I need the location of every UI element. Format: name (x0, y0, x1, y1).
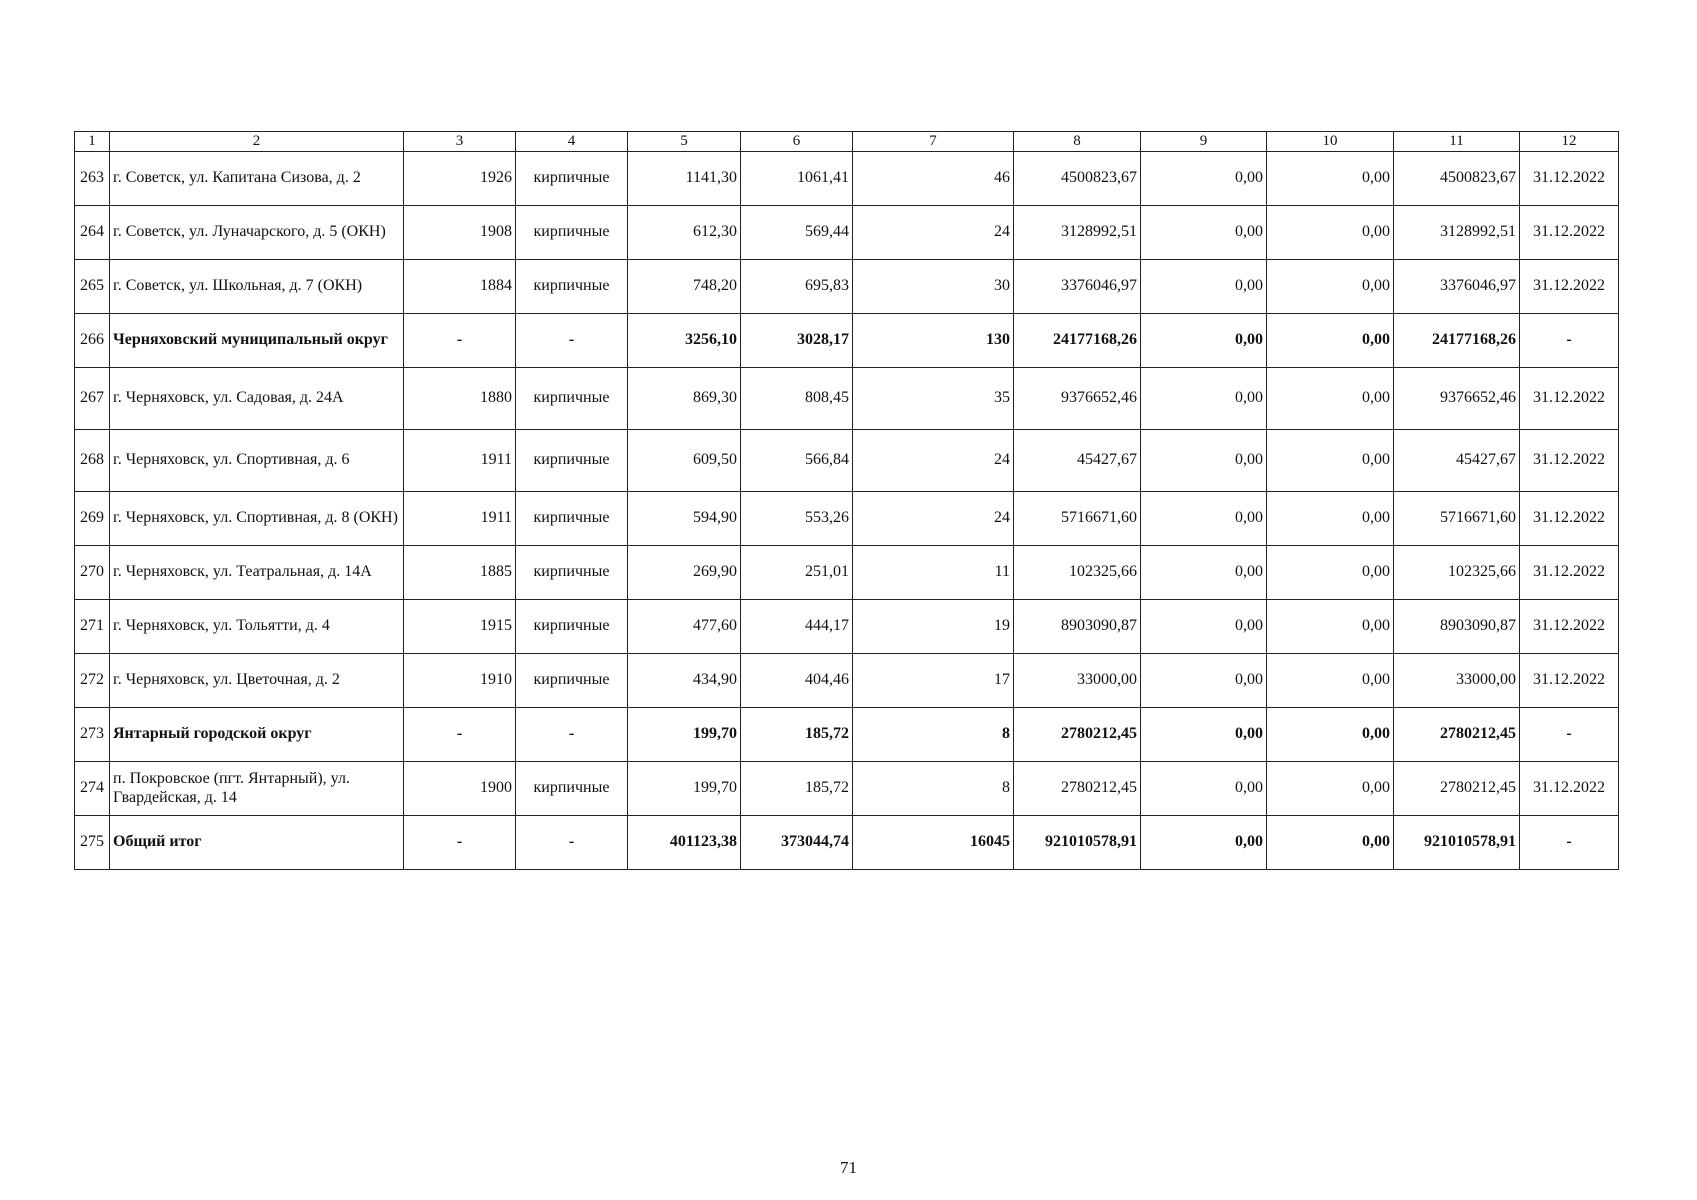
row-number: 275 (75, 816, 110, 870)
col5-cell: 477,60 (628, 600, 741, 654)
material-cell: - (516, 314, 628, 368)
col5-cell: 401123,38 (628, 816, 741, 870)
column-number: 7 (853, 132, 1014, 152)
col9-cell: 0,00 (1141, 152, 1267, 206)
col6-cell: 3028,17 (741, 314, 853, 368)
table-row (75, 762, 1619, 816)
material-cell: кирпичные (516, 430, 628, 492)
col9-cell: 0,00 (1141, 600, 1267, 654)
col11-cell: 3376046,97 (1394, 260, 1520, 314)
col5-cell: 199,70 (628, 708, 741, 762)
col10-cell: 0,00 (1267, 708, 1394, 762)
col11-cell: 921010578,91 (1394, 816, 1520, 870)
column-number: 5 (628, 132, 741, 152)
col9-cell: 0,00 (1141, 260, 1267, 314)
column-number: 10 (1267, 132, 1394, 152)
material-cell: кирпичные (516, 206, 628, 260)
address-cell: г. Советск, ул. Школьная, д. 7 (ОКН) (110, 260, 404, 314)
col11-cell: 2780212,45 (1394, 708, 1520, 762)
col10-cell: 0,00 (1267, 546, 1394, 600)
col10-cell: 0,00 (1267, 368, 1394, 430)
row-number: 274 (75, 762, 110, 816)
column-number: 6 (741, 132, 853, 152)
material-cell: кирпичные (516, 368, 628, 430)
date-cell: 31.12.2022 (1520, 546, 1619, 600)
date-cell: 31.12.2022 (1520, 762, 1619, 816)
col7-cell: 46 (853, 152, 1014, 206)
page-number: 71 (840, 1158, 857, 1177)
date-cell: 31.12.2022 (1520, 600, 1619, 654)
row-number: 263 (75, 152, 110, 206)
col8-cell: 5716671,60 (1014, 492, 1141, 546)
address-cell: г. Черняховск, ул. Спортивная, д. 8 (ОКН) (110, 492, 404, 546)
row-number: 273 (75, 708, 110, 762)
col6-cell: 695,83 (741, 260, 853, 314)
year-cell: 1908 (404, 206, 516, 260)
year-cell: 1900 (404, 762, 516, 816)
col6-cell: 185,72 (741, 708, 853, 762)
material-cell: кирпичные (516, 492, 628, 546)
date-cell: 31.12.2022 (1520, 260, 1619, 314)
col11-cell: 5716671,60 (1394, 492, 1520, 546)
row-number: 270 (75, 546, 110, 600)
date-cell: 31.12.2022 (1520, 492, 1619, 546)
col7-cell: 24 (853, 206, 1014, 260)
col7-cell: 24 (853, 430, 1014, 492)
col10-cell: 0,00 (1267, 260, 1394, 314)
col11-cell: 4500823,67 (1394, 152, 1520, 206)
col5-cell: 594,90 (628, 492, 741, 546)
col8-cell: 921010578,91 (1014, 816, 1141, 870)
col6-cell: 185,72 (741, 762, 853, 816)
col6-cell: 251,01 (741, 546, 853, 600)
col7-cell: 35 (853, 368, 1014, 430)
col9-cell: 0,00 (1141, 762, 1267, 816)
col9-cell: 0,00 (1141, 206, 1267, 260)
table-row (75, 492, 1619, 546)
district-name-cell: Черняховский муниципальный округ (110, 314, 404, 368)
year-cell: 1915 (404, 600, 516, 654)
col6-cell: 444,17 (741, 600, 853, 654)
address-cell: г. Советск, ул. Луначарского, д. 5 (ОКН) (110, 206, 404, 260)
date-cell: - (1520, 708, 1619, 762)
col6-cell: 373044,74 (741, 816, 853, 870)
col6-cell: 566,84 (741, 430, 853, 492)
material-cell: кирпичные (516, 152, 628, 206)
col11-cell: 2780212,45 (1394, 762, 1520, 816)
col8-cell: 24177168,26 (1014, 314, 1141, 368)
column-number: 8 (1014, 132, 1141, 152)
col8-cell: 102325,66 (1014, 546, 1141, 600)
col7-cell: 8 (853, 762, 1014, 816)
col9-cell: 0,00 (1141, 492, 1267, 546)
col10-cell: 0,00 (1267, 492, 1394, 546)
material-cell: кирпичные (516, 762, 628, 816)
table-row (75, 152, 1619, 206)
row-number: 266 (75, 314, 110, 368)
address-cell: г. Советск, ул. Капитана Сизова, д. 2 (110, 152, 404, 206)
col5-cell: 612,30 (628, 206, 741, 260)
col8-cell: 2780212,45 (1014, 708, 1141, 762)
col11-cell: 102325,66 (1394, 546, 1520, 600)
table-row (75, 260, 1619, 314)
col11-cell: 8903090,87 (1394, 600, 1520, 654)
col5-cell: 1141,30 (628, 152, 741, 206)
col10-cell: 0,00 (1267, 600, 1394, 654)
col5-cell: 3256,10 (628, 314, 741, 368)
col8-cell: 9376652,46 (1014, 368, 1141, 430)
date-cell: - (1520, 314, 1619, 368)
col5-cell: 869,30 (628, 368, 741, 430)
col11-cell: 3128992,51 (1394, 206, 1520, 260)
col7-cell: 130 (853, 314, 1014, 368)
col7-cell: 24 (853, 492, 1014, 546)
col9-cell: 0,00 (1141, 708, 1267, 762)
year-cell: 1910 (404, 654, 516, 708)
col11-cell: 24177168,26 (1394, 314, 1520, 368)
year-cell: - (404, 816, 516, 870)
col10-cell: 0,00 (1267, 762, 1394, 816)
col7-cell: 19 (853, 600, 1014, 654)
col5-cell: 269,90 (628, 546, 741, 600)
col10-cell: 0,00 (1267, 816, 1394, 870)
col9-cell: 0,00 (1141, 368, 1267, 430)
col6-cell: 553,26 (741, 492, 853, 546)
col5-cell: 199,70 (628, 762, 741, 816)
col8-cell: 3376046,97 (1014, 260, 1141, 314)
col7-cell: 8 (853, 708, 1014, 762)
address-cell: г. Черняховск, ул. Театральная, д. 14А (110, 546, 404, 600)
row-number: 264 (75, 206, 110, 260)
material-cell: - (516, 816, 628, 870)
material-cell: кирпичные (516, 654, 628, 708)
district-name-cell: Янтарный городской округ (110, 708, 404, 762)
col9-cell: 0,00 (1141, 546, 1267, 600)
row-number: 269 (75, 492, 110, 546)
col7-cell: 11 (853, 546, 1014, 600)
table-row (75, 206, 1619, 260)
col10-cell: 0,00 (1267, 206, 1394, 260)
col9-cell: 0,00 (1141, 430, 1267, 492)
col8-cell: 45427,67 (1014, 430, 1141, 492)
col9-cell: 0,00 (1141, 314, 1267, 368)
col6-cell: 808,45 (741, 368, 853, 430)
grand-total-row (75, 816, 1619, 870)
col5-cell: 748,20 (628, 260, 741, 314)
table-row (75, 430, 1619, 492)
col10-cell: 0,00 (1267, 314, 1394, 368)
column-number: 3 (404, 132, 516, 152)
col10-cell: 0,00 (1267, 152, 1394, 206)
date-cell: - (1520, 816, 1619, 870)
col11-cell: 45427,67 (1394, 430, 1520, 492)
year-cell: 1911 (404, 492, 516, 546)
year-cell: 1884 (404, 260, 516, 314)
col9-cell: 0,00 (1141, 816, 1267, 870)
col7-cell: 16045 (853, 816, 1014, 870)
material-cell: - (516, 708, 628, 762)
col6-cell: 404,46 (741, 654, 853, 708)
row-number: 265 (75, 260, 110, 314)
table-row (75, 368, 1619, 430)
column-number: 9 (1141, 132, 1267, 152)
date-cell: 31.12.2022 (1520, 206, 1619, 260)
col5-cell: 434,90 (628, 654, 741, 708)
col11-cell: 9376652,46 (1394, 368, 1520, 430)
material-cell: кирпичные (516, 260, 628, 314)
col8-cell: 4500823,67 (1014, 152, 1141, 206)
col8-cell: 3128992,51 (1014, 206, 1141, 260)
col10-cell: 0,00 (1267, 430, 1394, 492)
year-cell: 1885 (404, 546, 516, 600)
year-cell: - (404, 708, 516, 762)
column-number: 12 (1520, 132, 1619, 152)
date-cell: 31.12.2022 (1520, 430, 1619, 492)
table-row (75, 600, 1619, 654)
address-cell: г. Черняховск, ул. Садовая, д. 24А (110, 368, 404, 430)
subtotal-row (75, 708, 1619, 762)
year-cell: - (404, 314, 516, 368)
date-cell: 31.12.2022 (1520, 152, 1619, 206)
table-row (75, 654, 1619, 708)
date-cell: 31.12.2022 (1520, 368, 1619, 430)
table-row (75, 546, 1619, 600)
column-number-row (75, 132, 1619, 152)
col6-cell: 1061,41 (741, 152, 853, 206)
total-label-cell: Общий итог (110, 816, 404, 870)
col8-cell: 8903090,87 (1014, 600, 1141, 654)
column-number: 4 (516, 132, 628, 152)
column-number: 11 (1394, 132, 1520, 152)
subtotal-row (75, 314, 1619, 368)
column-number: 2 (110, 132, 404, 152)
col10-cell: 0,00 (1267, 654, 1394, 708)
col9-cell: 0,00 (1141, 654, 1267, 708)
address-cell: п. Покровское (пгт. Янтарный), ул. Гвардейская, д. 14 (110, 762, 404, 816)
row-number: 268 (75, 430, 110, 492)
col8-cell: 2780212,45 (1014, 762, 1141, 816)
column-number: 1 (75, 132, 110, 152)
col6-cell: 569,44 (741, 206, 853, 260)
address-cell: г. Черняховск, ул. Тольятти, д. 4 (110, 600, 404, 654)
row-number: 272 (75, 654, 110, 708)
col11-cell: 33000,00 (1394, 654, 1520, 708)
material-cell: кирпичные (516, 600, 628, 654)
date-cell: 31.12.2022 (1520, 654, 1619, 708)
address-cell: г. Черняховск, ул. Цветочная, д. 2 (110, 654, 404, 708)
address-cell: г. Черняховск, ул. Спортивная, д. 6 (110, 430, 404, 492)
material-cell: кирпичные (516, 546, 628, 600)
col7-cell: 30 (853, 260, 1014, 314)
row-number: 267 (75, 368, 110, 430)
year-cell: 1926 (404, 152, 516, 206)
year-cell: 1911 (404, 430, 516, 492)
col8-cell: 33000,00 (1014, 654, 1141, 708)
year-cell: 1880 (404, 368, 516, 430)
row-number: 271 (75, 600, 110, 654)
col7-cell: 17 (853, 654, 1014, 708)
col5-cell: 609,50 (628, 430, 741, 492)
buildings-table (74, 131, 1619, 870)
